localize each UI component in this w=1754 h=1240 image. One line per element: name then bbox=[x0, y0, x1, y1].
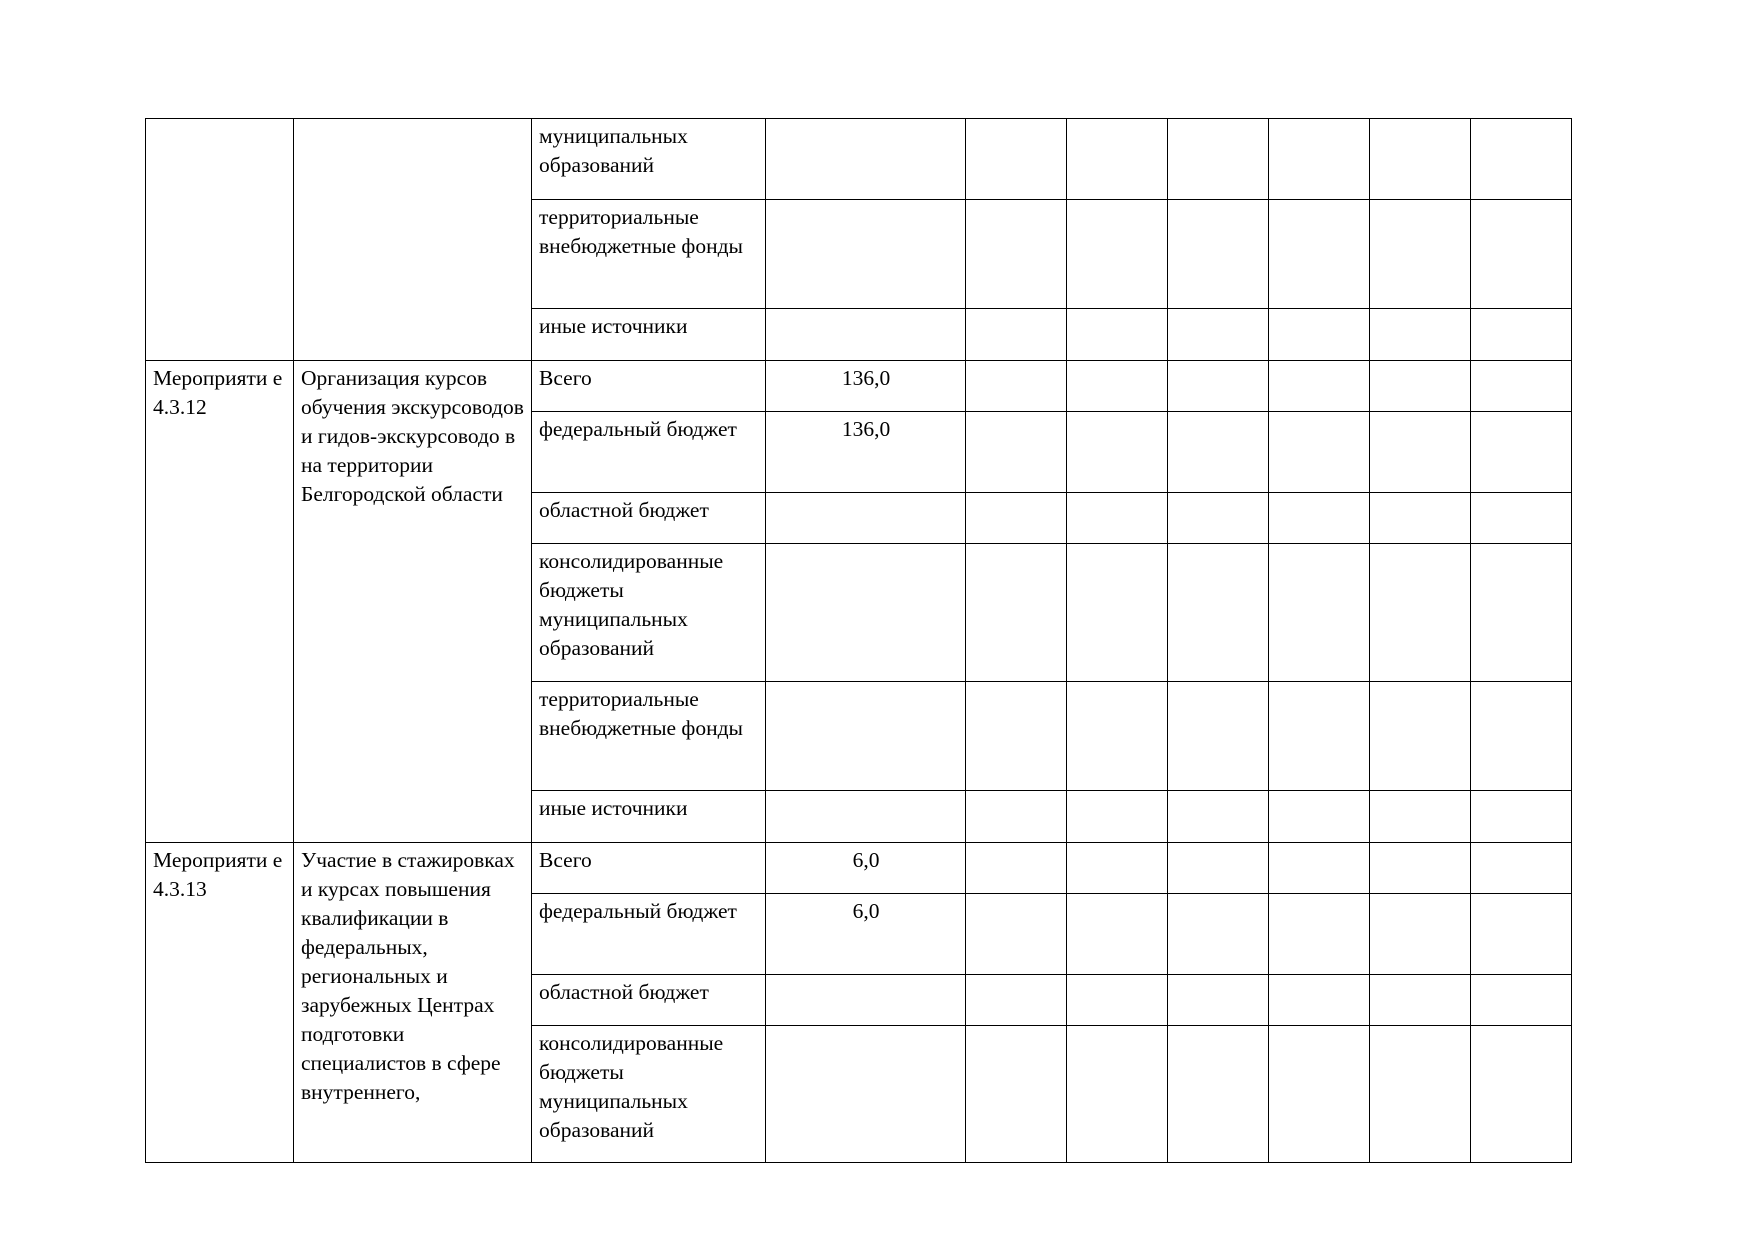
funding-source-cell: территориальные внебюджетные фонды bbox=[532, 682, 766, 791]
activity-code-cell bbox=[146, 119, 294, 361]
year-cell bbox=[1269, 544, 1370, 682]
year-cell bbox=[966, 843, 1067, 894]
amount-cell bbox=[766, 309, 966, 361]
year-cell bbox=[1471, 975, 1572, 1026]
amount-cell: 136,0 bbox=[766, 412, 966, 493]
funding-source-cell: федеральный бюджет bbox=[532, 894, 766, 975]
year-cell bbox=[966, 1026, 1067, 1163]
year-cell bbox=[1168, 1026, 1269, 1163]
year-cell bbox=[1168, 412, 1269, 493]
funding-source-cell: Всего bbox=[532, 361, 766, 412]
year-cell bbox=[1067, 361, 1168, 412]
year-cell bbox=[1269, 493, 1370, 544]
activity-code-cell: Мероприяти е 4.3.12 bbox=[146, 361, 294, 843]
activity-code-cell: Мероприяти е 4.3.13 bbox=[146, 843, 294, 1163]
funding-source-cell: областной бюджет bbox=[532, 493, 766, 544]
year-cell bbox=[966, 361, 1067, 412]
year-cell bbox=[966, 119, 1067, 200]
amount-cell bbox=[766, 493, 966, 544]
year-cell bbox=[1370, 894, 1471, 975]
activity-name-cell bbox=[294, 119, 532, 361]
funding-source-cell: иные источники bbox=[532, 791, 766, 843]
year-cell bbox=[1168, 975, 1269, 1026]
year-cell bbox=[1370, 200, 1471, 309]
year-cell bbox=[966, 493, 1067, 544]
year-cell bbox=[1370, 119, 1471, 200]
year-cell bbox=[1370, 975, 1471, 1026]
amount-cell bbox=[766, 1026, 966, 1163]
year-cell bbox=[1067, 309, 1168, 361]
year-cell bbox=[1067, 843, 1168, 894]
table-row bbox=[146, 843, 1572, 894]
year-cell bbox=[1471, 119, 1572, 200]
year-cell bbox=[1269, 843, 1370, 894]
amount-cell: 136,0 bbox=[766, 361, 966, 412]
year-cell bbox=[966, 309, 1067, 361]
year-cell bbox=[1269, 791, 1370, 843]
year-cell bbox=[1067, 975, 1168, 1026]
year-cell bbox=[1067, 791, 1168, 843]
year-cell bbox=[1471, 412, 1572, 493]
amount-cell bbox=[766, 200, 966, 309]
year-cell bbox=[1168, 119, 1269, 200]
year-cell bbox=[1168, 309, 1269, 361]
amount-cell bbox=[766, 682, 966, 791]
year-cell bbox=[1370, 843, 1471, 894]
year-cell bbox=[1168, 682, 1269, 791]
year-cell bbox=[966, 791, 1067, 843]
year-cell bbox=[1067, 200, 1168, 309]
year-cell bbox=[966, 975, 1067, 1026]
year-cell bbox=[1168, 894, 1269, 975]
year-cell bbox=[1168, 843, 1269, 894]
amount-cell: 6,0 bbox=[766, 843, 966, 894]
year-cell bbox=[1269, 309, 1370, 361]
year-cell bbox=[1471, 361, 1572, 412]
funding-source-cell: федеральный бюджет bbox=[532, 412, 766, 493]
year-cell bbox=[1471, 309, 1572, 361]
financing-table bbox=[145, 118, 1572, 1163]
amount-cell bbox=[766, 975, 966, 1026]
funding-source-cell: консолидированные бюджеты муниципальных образований bbox=[532, 1026, 766, 1163]
year-cell bbox=[966, 894, 1067, 975]
year-cell bbox=[1269, 1026, 1370, 1163]
year-cell bbox=[1067, 493, 1168, 544]
year-cell bbox=[1067, 119, 1168, 200]
year-cell bbox=[1269, 894, 1370, 975]
year-cell bbox=[1168, 544, 1269, 682]
year-cell bbox=[1067, 544, 1168, 682]
year-cell bbox=[1471, 1026, 1572, 1163]
year-cell bbox=[1269, 412, 1370, 493]
year-cell bbox=[1370, 1026, 1471, 1163]
amount-cell bbox=[766, 791, 966, 843]
funding-source-cell: Всего bbox=[532, 843, 766, 894]
year-cell bbox=[1168, 361, 1269, 412]
year-cell bbox=[966, 544, 1067, 682]
funding-source-cell: иные источники bbox=[532, 309, 766, 361]
activity-name-cell: Организация курсов обучения экскурсоводов и гидов-экскурсоводо в на территории Белгородской области bbox=[294, 361, 532, 843]
table-row bbox=[146, 361, 1572, 412]
year-cell bbox=[1168, 493, 1269, 544]
year-cell bbox=[1471, 200, 1572, 309]
year-cell bbox=[1067, 412, 1168, 493]
amount-cell: 6,0 bbox=[766, 894, 966, 975]
year-cell bbox=[1067, 1026, 1168, 1163]
year-cell bbox=[1471, 894, 1572, 975]
year-cell bbox=[1269, 361, 1370, 412]
amount-cell bbox=[766, 544, 966, 682]
year-cell bbox=[1370, 309, 1471, 361]
year-cell bbox=[1370, 682, 1471, 791]
year-cell bbox=[1269, 119, 1370, 200]
year-cell bbox=[1168, 791, 1269, 843]
year-cell bbox=[1370, 791, 1471, 843]
year-cell bbox=[1471, 791, 1572, 843]
year-cell bbox=[1471, 493, 1572, 544]
funding-source-cell: территориальные внебюджетные фонды bbox=[532, 200, 766, 309]
year-cell bbox=[1471, 843, 1572, 894]
amount-cell bbox=[766, 119, 966, 200]
year-cell bbox=[1269, 682, 1370, 791]
activity-name-cell: Участие в стажировках и курсах повышения квалификации в федеральных, региональных и зарубежных Центрах подготовки специалистов в сфере внутреннего, bbox=[294, 843, 532, 1163]
year-cell bbox=[966, 682, 1067, 791]
funding-source-cell: муниципальных образований bbox=[532, 119, 766, 200]
year-cell bbox=[966, 200, 1067, 309]
year-cell bbox=[1471, 682, 1572, 791]
table-row bbox=[146, 119, 1572, 200]
funding-source-cell: консолидированные бюджеты муниципальных образований bbox=[532, 544, 766, 682]
year-cell bbox=[1370, 412, 1471, 493]
year-cell bbox=[1269, 200, 1370, 309]
year-cell bbox=[966, 412, 1067, 493]
year-cell bbox=[1067, 894, 1168, 975]
year-cell bbox=[1370, 544, 1471, 682]
year-cell bbox=[1471, 544, 1572, 682]
year-cell bbox=[1370, 361, 1471, 412]
year-cell bbox=[1168, 200, 1269, 309]
funding-source-cell: областной бюджет bbox=[532, 975, 766, 1026]
year-cell bbox=[1067, 682, 1168, 791]
year-cell bbox=[1269, 975, 1370, 1026]
year-cell bbox=[1370, 493, 1471, 544]
